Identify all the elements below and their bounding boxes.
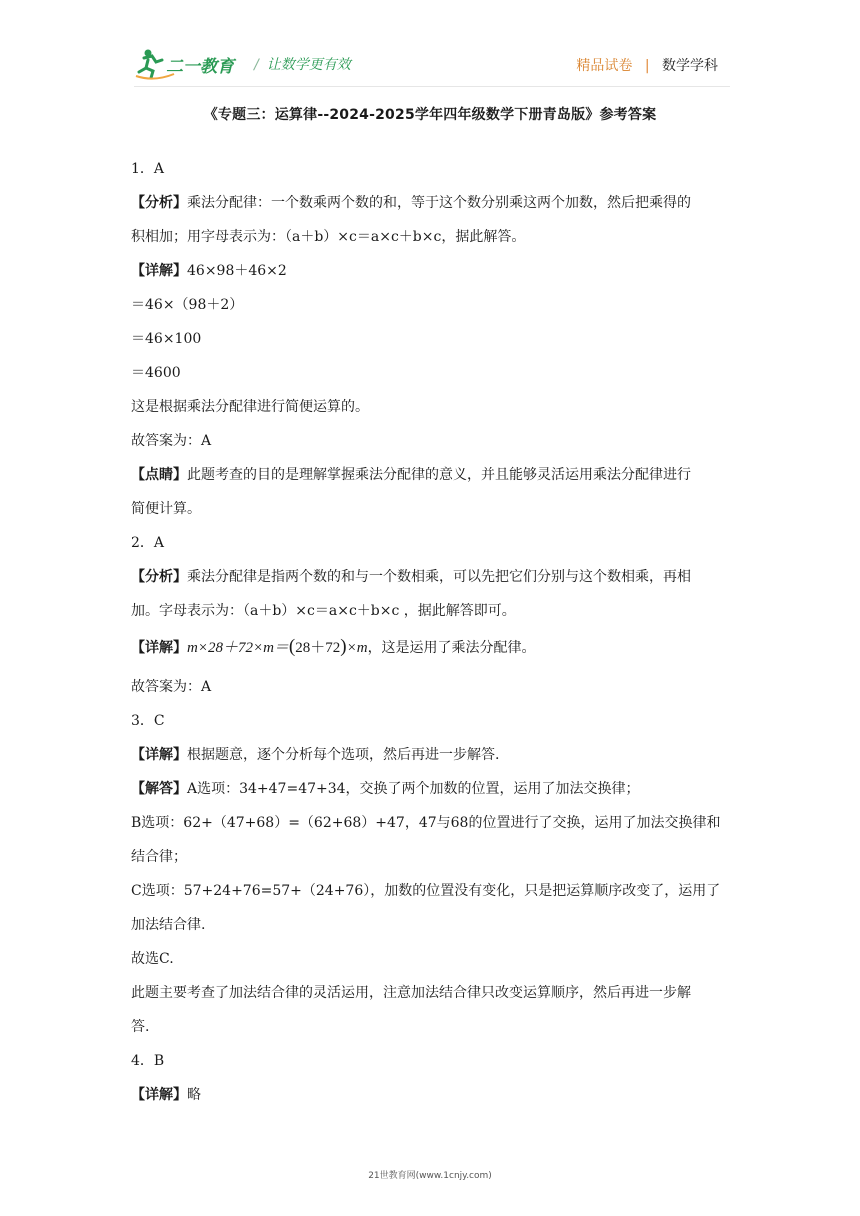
text-line: 故答案为：A <box>131 433 212 449</box>
text-line: C选项：57+24+76=57+（24+76），加数的位置没有变化，只是把运算顺序改变了，运用了 <box>131 883 721 899</box>
badge-premium-papers: 精品试卷 <box>576 58 633 74</box>
tag-label: 【分析】 <box>131 195 187 211</box>
text-line: 加。字母表示为：（a＋b）×c＝a×c＋b×c ，据此解答即可。 <box>131 603 516 619</box>
tag-label: 【点睛】 <box>131 467 187 483</box>
formula-lhs: m×28＋72×m＝ <box>187 640 289 656</box>
line-text: A选项：34+47=47+34，交换了两个加数的位置，运用了加法交换律； <box>187 781 640 797</box>
page-title: 《专题三：运算律--2024-2025学年四年级数学下册青岛版》参考答案 <box>203 107 657 123</box>
text-line: 积相加；用字母表示为：（a＋b）×c＝a×c＋b×c，据此解答。 <box>131 229 526 245</box>
question-number: 1．A <box>131 161 165 177</box>
text-line: ＝46×（98＋2） <box>131 297 244 313</box>
line-text: 略 <box>187 1087 201 1103</box>
question-number: 4．B <box>131 1053 165 1069</box>
badge-divider: | <box>644 58 650 74</box>
page-header <box>134 46 730 86</box>
analysis-line <box>131 194 691 212</box>
text-line: ＝46×100 <box>131 331 202 347</box>
tag-label: 【详解】 <box>131 1087 187 1103</box>
tag-label: 【详解】 <box>131 263 187 279</box>
line-text: 乘法分配律是指两个数的和与一个数相乘，可以先把它们分别与这个数相乘，再相 <box>187 569 691 585</box>
formula-paren-open: ( <box>288 636 296 657</box>
slogan-divider: / <box>254 57 259 73</box>
tag-label: 【解答】 <box>131 781 187 797</box>
line-text: 乘法分配律：一个数乘两个数的和，等于这个数分别乘这两个加数，然后把乘得的 <box>187 195 691 211</box>
tag-label: 【详解】 <box>131 640 187 656</box>
text-line: 答. <box>131 1019 150 1035</box>
formula-paren-close: ) <box>340 636 347 657</box>
detail-line <box>131 746 499 764</box>
line-text: 根据题意，逐个分析每个选项，然后再进一步解答. <box>187 747 500 763</box>
text-line: 故选C. <box>131 951 174 967</box>
header-badges <box>576 55 718 75</box>
formula-rhs: ×m <box>346 640 368 656</box>
text-line: B选项：62+（47+68）=（62+68）+47，47与68的位置进行了交换，运用了加法交换律和 <box>131 815 721 831</box>
comment-line <box>131 466 691 484</box>
tag-label: 【分析】 <box>131 569 187 585</box>
text-line: 这是根据乘法分配律进行简便运算的。 <box>131 399 369 415</box>
line-text: 此题考查的目的是理解掌握乘法分配律的意义，并且能够灵活运用乘法分配律进行 <box>187 467 691 483</box>
text-line: 简便计算。 <box>131 501 201 517</box>
analysis-line <box>131 568 691 586</box>
badge-subject: 数学学科 <box>662 58 718 74</box>
text-line: 加法结合律. <box>131 917 206 933</box>
logo-text: 二一教育 <box>166 57 234 77</box>
solution-line <box>131 780 640 798</box>
formula-inner: 28＋72 <box>295 640 341 656</box>
detail-line <box>131 262 287 280</box>
brand-logo <box>134 46 249 82</box>
slogan <box>254 54 351 74</box>
text-line: 故答案为：A <box>131 679 212 695</box>
text-line: ＝4600 <box>131 365 181 381</box>
text-line: 结合律； <box>131 849 187 865</box>
runner-icon <box>134 46 249 82</box>
formula <box>187 636 368 657</box>
line-text: ，这是运用了乘法分配律。 <box>367 640 536 656</box>
question-number: 3．C <box>131 713 165 729</box>
detail-formula-line <box>131 638 536 657</box>
tag-label: 【详解】 <box>131 747 187 763</box>
text-line: 此题主要考查了加法结合律的灵活运用，注意加法结合律只改变运算顺序，然后再进一步解 <box>131 985 691 1001</box>
detail-line <box>131 1086 201 1104</box>
question-number: 2．A <box>131 535 165 551</box>
page-footer: 21世教育网(www.1cnjy.com) <box>368 1171 492 1181</box>
slogan-text: 让数学更有效 <box>266 57 351 73</box>
line-text: 46×98＋46×2 <box>187 263 287 279</box>
header-rule <box>134 86 730 87</box>
